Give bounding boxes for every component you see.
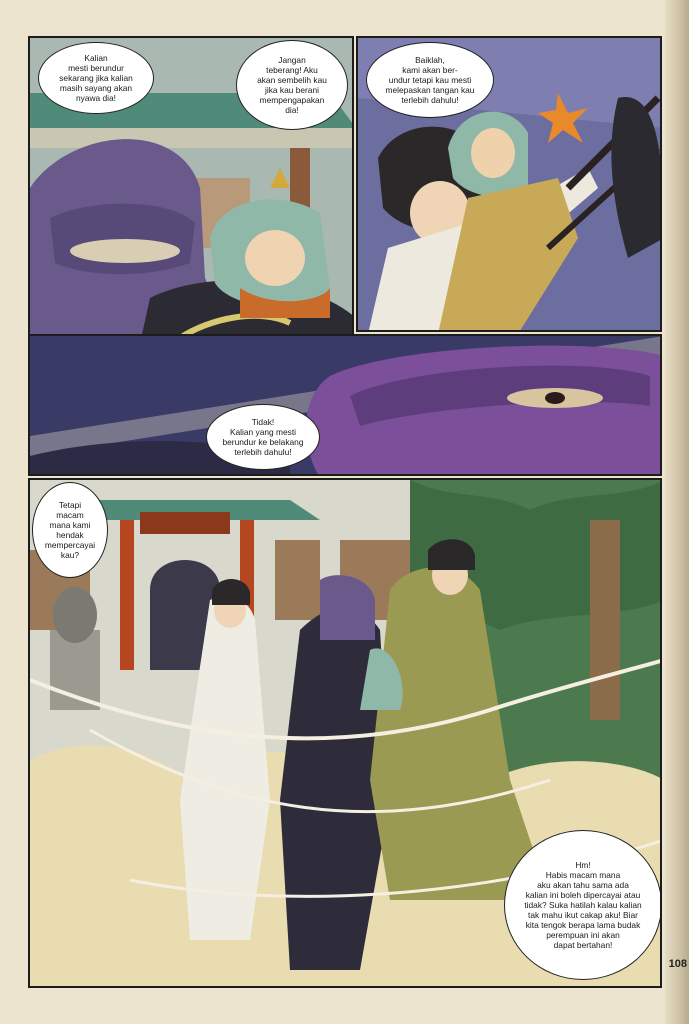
book-spine	[665, 0, 689, 1024]
gate-plaque	[140, 512, 230, 534]
page-number: 108	[668, 958, 687, 970]
speech-balloon-4: Tidak! Kalian yang mesti berundur ke belakang terlebih dahulu!	[206, 404, 320, 470]
speech-balloon-6: Hm! Habis macam mana aku akan tahu sama ada kalian ini boleh dipercayai atau tidak? Suka hatilah kalau kalian tak mahu ikut cakap aku! Biar kita tengok berapa lama budak perempuan ini akan dapat bertahan!	[504, 830, 662, 980]
panel-3-masked-closeup	[28, 334, 662, 476]
hostage-face	[245, 230, 305, 286]
speech-balloon-1: Kalian mesti berundur sekarang jika kalian masih sayang akan nyawa dia!	[38, 42, 154, 114]
panel-3-art	[30, 336, 662, 476]
tree-trunk	[590, 520, 620, 720]
gate-pillar-left	[120, 520, 134, 670]
panel-4-courtyard	[28, 478, 662, 988]
building-window-mid	[275, 540, 320, 620]
speech-balloon-2: Jangan teberang! Aku akan sembelih kau jika kau berani mempengapakan dia!	[236, 40, 348, 130]
hooded-eyes	[70, 239, 180, 263]
speech-balloon-3: Baiklah, kami akan ber- undur tetapi kau mesti melepaskan tangan kau terlebih dahulu!	[366, 42, 494, 118]
panel-2-clash	[356, 36, 662, 332]
speech-balloon-5: Tetapi macam mana kami hendak mempercayai kau?	[32, 482, 108, 578]
stone-lion	[53, 587, 97, 643]
